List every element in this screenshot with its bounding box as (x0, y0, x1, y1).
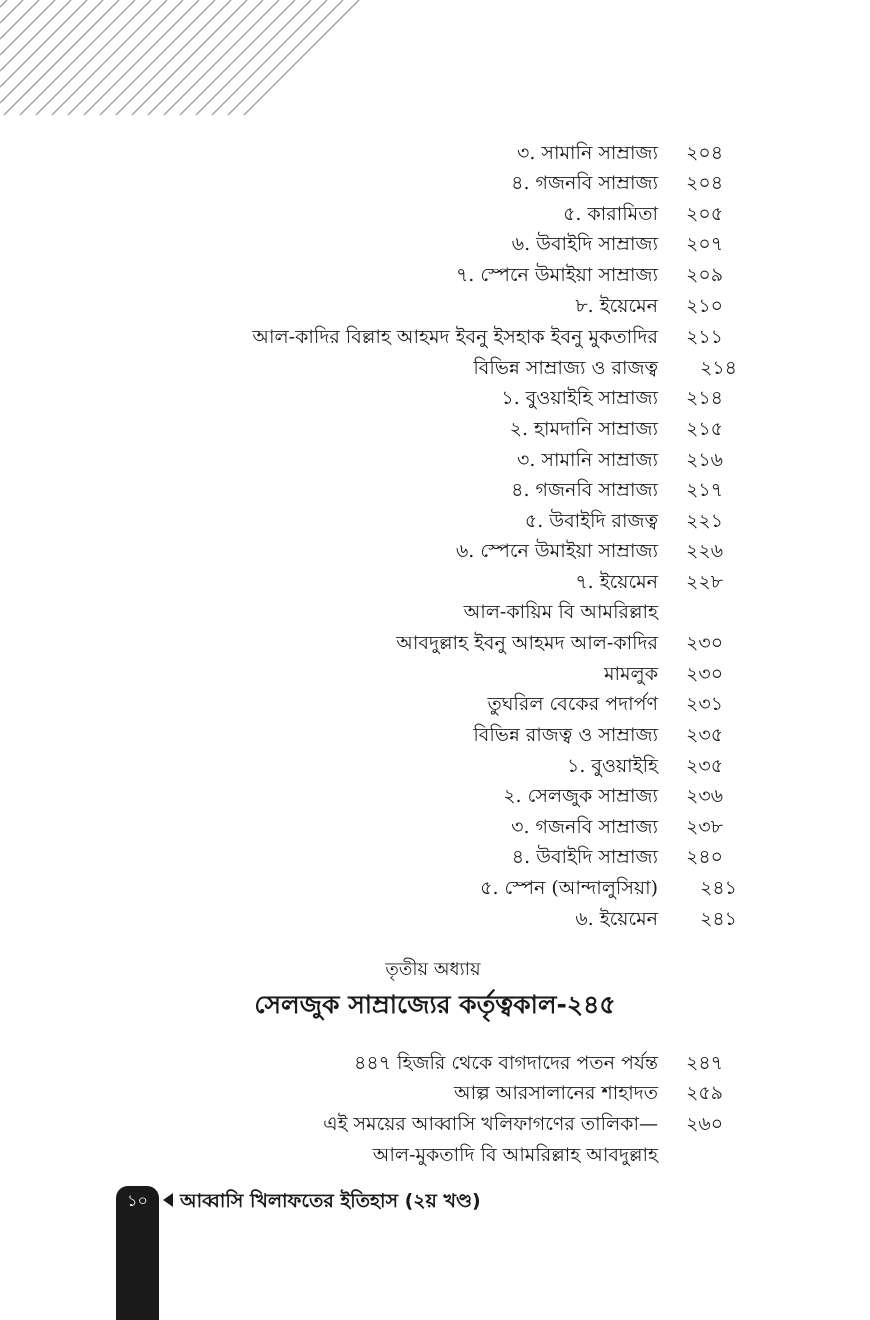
toc-entry-title: ৩. সামানি সাম্রাজ্য (517, 142, 658, 164)
toc-entry-title: ৬. স্পেনে উমাইয়া সাম্রাজ্য (455, 540, 658, 562)
toc-entry-title: ৩. সামানি সাম্রাজ্য (517, 449, 658, 471)
toc-entry[interactable] (0, 812, 870, 842)
toc-entry-title: বিভিন্ন রাজত্ব ও সাম্রাজ্য (473, 724, 658, 746)
toc-entry-title: এই সময়ের আব্বাসি খলিফাগণের তালিকা— (323, 1113, 658, 1135)
toc-entry-title: ৬. উবাইদি সাম্রাজ্য (511, 233, 658, 255)
chapter-title[interactable]: সেলজুক সাম্রাজ্যের কর্তৃত্বকাল-২৪৫ (254, 990, 616, 1019)
left-triangle-icon (163, 1193, 173, 1207)
toc-entry[interactable] (0, 322, 870, 352)
toc-entry[interactable] (0, 536, 870, 566)
toc-entry-title: ৪. উবাইদি সাম্রাজ্য (511, 846, 658, 868)
toc-entry[interactable] (0, 1048, 870, 1078)
toc-entry[interactable] (0, 414, 870, 444)
toc-entry[interactable] (0, 597, 870, 627)
toc-entry-title: ৪. গজনবি সাম্রাজ্য (511, 172, 658, 194)
toc-entry-page: ২৩১ (686, 693, 724, 715)
diagonal-hatch-decoration (0, 0, 365, 115)
toc-entry[interactable] (0, 353, 870, 383)
toc-entry[interactable] (0, 506, 870, 536)
toc-entry-page: ২০৫ (686, 203, 724, 225)
toc-entry-title: আল-কাদির বিল্লাহ আহমদ ইবনু ইসহাক ইবনু মুকতাদির (252, 326, 658, 348)
toc-entry-page: ২১৪ (700, 357, 738, 379)
toc-entry-title: ৩. গজনবি সাম্রাজ্য (511, 816, 658, 838)
toc-entry-page: ২২৬ (686, 540, 724, 562)
toc-entry-title: ৫. কারামিতা (563, 203, 658, 225)
toc-entry-title: ৪৪৭ হিজরি থেকে বাগদাদের পতন পর্যন্ত (354, 1052, 658, 1074)
toc-entry[interactable] (0, 567, 870, 597)
toc-entry-page: ২২১ (686, 510, 724, 532)
chapter-label-text: তৃতীয় অধ্যায় (385, 959, 481, 980)
toc-entry-page: ২০৪ (686, 142, 724, 164)
toc-entry-page: ২২৮ (686, 571, 724, 593)
toc-entry[interactable] (0, 720, 870, 750)
page-number: ১০ (127, 1191, 148, 1210)
toc-entry-title: ১. বুওয়াইহি (567, 755, 658, 777)
toc-entry[interactable] (0, 168, 870, 198)
toc-entry[interactable] (0, 628, 870, 658)
toc-entry-page: ২৩০ (686, 663, 724, 685)
toc-entry-page: ২১৪ (686, 387, 724, 409)
toc-entry-page: ২৪১ (700, 877, 738, 899)
toc-entry-page: ২১৬ (686, 449, 724, 471)
toc-entry[interactable] (0, 383, 870, 413)
toc-entry-page: ২১০ (686, 295, 724, 317)
toc-entry-title: ৭. স্পেনে উমাইয়া সাম্রাজ্য (455, 264, 658, 286)
toc-entry-page: ২৩৫ (686, 755, 724, 777)
toc-entry[interactable] (0, 751, 870, 781)
toc-entry-title: আল-কায়িম বি আমরিল্লাহ (463, 601, 658, 623)
toc-entry-title: ১. বুওয়াইহি সাম্রাজ্য (501, 387, 658, 409)
toc-entry-title: ৭. ইয়েমেন (575, 571, 658, 593)
toc-entry[interactable] (0, 904, 870, 934)
toc-entry[interactable] (0, 199, 870, 229)
toc-entry[interactable] (0, 689, 870, 719)
toc-entry-title: ৮. ইয়েমেন (575, 295, 658, 317)
toc-entry-page: ২৩৮ (686, 816, 724, 838)
toc-entry[interactable] (0, 1109, 870, 1139)
toc-entry[interactable] (0, 445, 870, 475)
toc-entry-title: মামলুক (603, 663, 658, 685)
toc-entry[interactable] (0, 138, 870, 168)
toc-entry[interactable] (0, 475, 870, 505)
toc-entry-page: ২০৪ (686, 172, 724, 194)
toc-entry[interactable] (0, 1078, 870, 1108)
toc-entry-page: ২৪১ (700, 908, 738, 930)
toc-entry[interactable] (0, 1140, 870, 1170)
toc-entry-title: তুঘরিল বেকের পদার্পণ (487, 693, 658, 715)
toc-entry-title: আবদুল্লাহ ইবনু আহমদ আল-কাদির (396, 632, 658, 654)
toc-entry-title: ৬. ইয়েমেন (575, 908, 658, 930)
toc-entry-title: ৫. উবাইদি রাজত্ব (524, 510, 658, 532)
toc-entry-page: ২০৭ (686, 233, 724, 255)
toc-entry-page: ২৬০ (686, 1113, 724, 1135)
toc-entry-title: ৪. গজনবি সাম্রাজ্য (511, 479, 658, 501)
toc-entry-page: ২১৫ (686, 418, 724, 440)
toc-entry-title: ২. হামদানি সাম্রাজ্য (509, 418, 658, 440)
toc-entry-page: ২৩০ (686, 632, 724, 654)
toc-entry-page: ২৩৬ (686, 785, 724, 807)
toc-entry-title: বিভিন্ন সাম্রাজ্য ও রাজত্ব (473, 357, 658, 379)
toc-entry[interactable] (0, 781, 870, 811)
toc-entry-page: ২৫৯ (686, 1082, 724, 1104)
toc-entry-page: ২৩৫ (686, 724, 724, 746)
toc-entry-page: ২৪০ (686, 846, 724, 868)
toc-entry-title: আল-মুকতাদি বি আমরিল্লাহ আবদুল্লাহ (372, 1144, 658, 1166)
toc-entry-title: আল্প আরসালানের শাহাদত (453, 1082, 658, 1104)
toc-entry[interactable] (0, 659, 870, 689)
toc-entry-page: ২১১ (686, 326, 724, 348)
toc-entry-title: ২. সেলজুক সাম্রাজ্য (503, 785, 658, 807)
toc-entry-page: ২৪৭ (686, 1052, 724, 1074)
toc-entry[interactable] (0, 229, 870, 259)
toc-entry[interactable] (0, 842, 870, 872)
toc-entry[interactable] (0, 873, 870, 903)
chapter-label (0, 955, 870, 985)
toc-entry-page: ২১৭ (686, 479, 724, 501)
toc-entry[interactable] (0, 291, 870, 321)
toc-entry[interactable] (0, 260, 870, 290)
toc-entry-title: ৫. স্পেন (আন্দালুসিয়া) (480, 877, 658, 899)
toc-entry-page: ২০৯ (686, 264, 724, 286)
book-title: আব্বাসি খিলাফতের ইতিহাস (২য় খণ্ড) (180, 1190, 481, 1212)
